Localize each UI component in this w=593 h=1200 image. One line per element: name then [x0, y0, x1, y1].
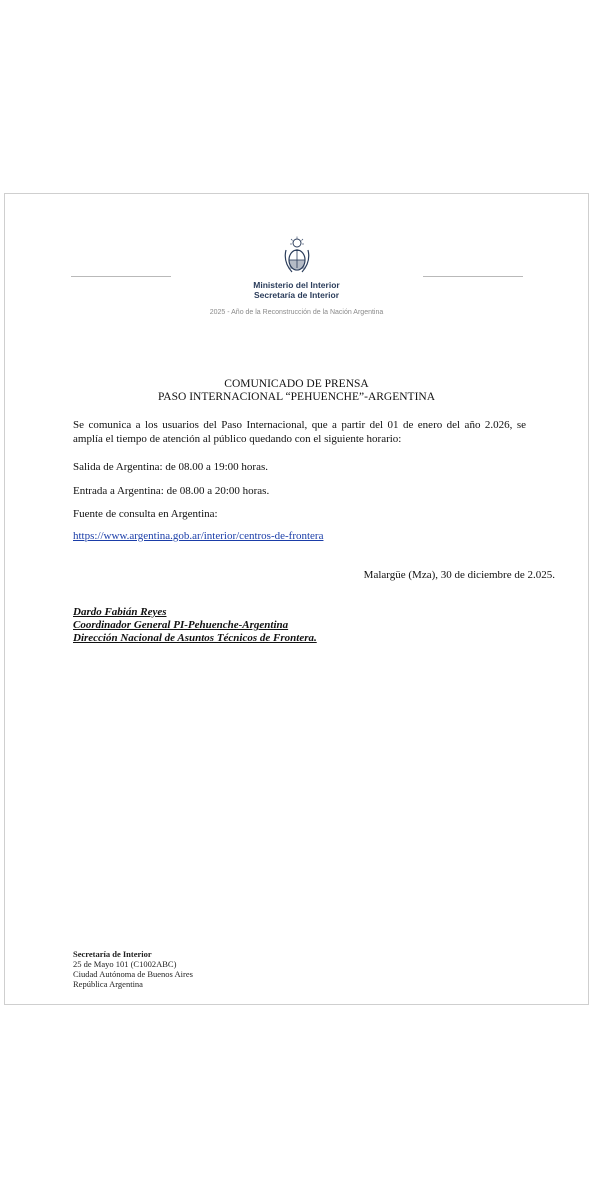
entry-hours: Entrada a Argentina: de 08.00 a 20:00 horas. [73, 485, 270, 497]
place-and-date: Malargüe (Mza), 30 de diciembre de 2.025. [363, 569, 555, 581]
announcement-paragraph: Se comunica a los usuarios del Paso Internacional, que a partir del 01 de enero del año 2.026, se amplía el tiempo de atención al público quedando con el siguiente horario: [73, 419, 526, 445]
header-rule-right [423, 276, 523, 277]
departure-hours: Salida de Argentina: de 08.00 a 19:00 horas. [73, 461, 269, 473]
header-rule-left [71, 276, 171, 277]
secretariat-name: Secretaría de Interior [253, 290, 340, 300]
signatory-office: Dirección Nacional de Asuntos Técnicos de Frontera. [73, 632, 317, 644]
national-coat-of-arms-icon [282, 236, 312, 276]
footer-organization: Secretaría de Interior [73, 949, 152, 959]
year-motto: 2025 - Año de la Reconstrucción de la Nación Argentina [209, 309, 384, 316]
footer-country: República Argentina [73, 979, 143, 989]
source-link[interactable]: https://www.argentina.gob.ar/interior/centros-de-frontera [73, 530, 324, 542]
signatory-role: Coordinador General PI-Pehuenche-Argentina [73, 619, 289, 631]
signatory-name: Dardo Fabián Reyes [73, 606, 167, 618]
ministry-name: Ministerio del Interior [253, 280, 340, 290]
source-label: Fuente de consulta en Argentina: [73, 508, 218, 520]
footer-address: 25 de Mayo 101 (C1002ABC) [73, 959, 177, 969]
press-release-title: COMUNICADO DE PRENSA [224, 378, 369, 390]
press-release-subtitle: PASO INTERNACIONAL “PEHUENCHE”-ARGENTINA [157, 391, 436, 403]
footer-city: Ciudad Autónoma de Buenos Aires [73, 969, 193, 979]
document-page [4, 193, 589, 1005]
